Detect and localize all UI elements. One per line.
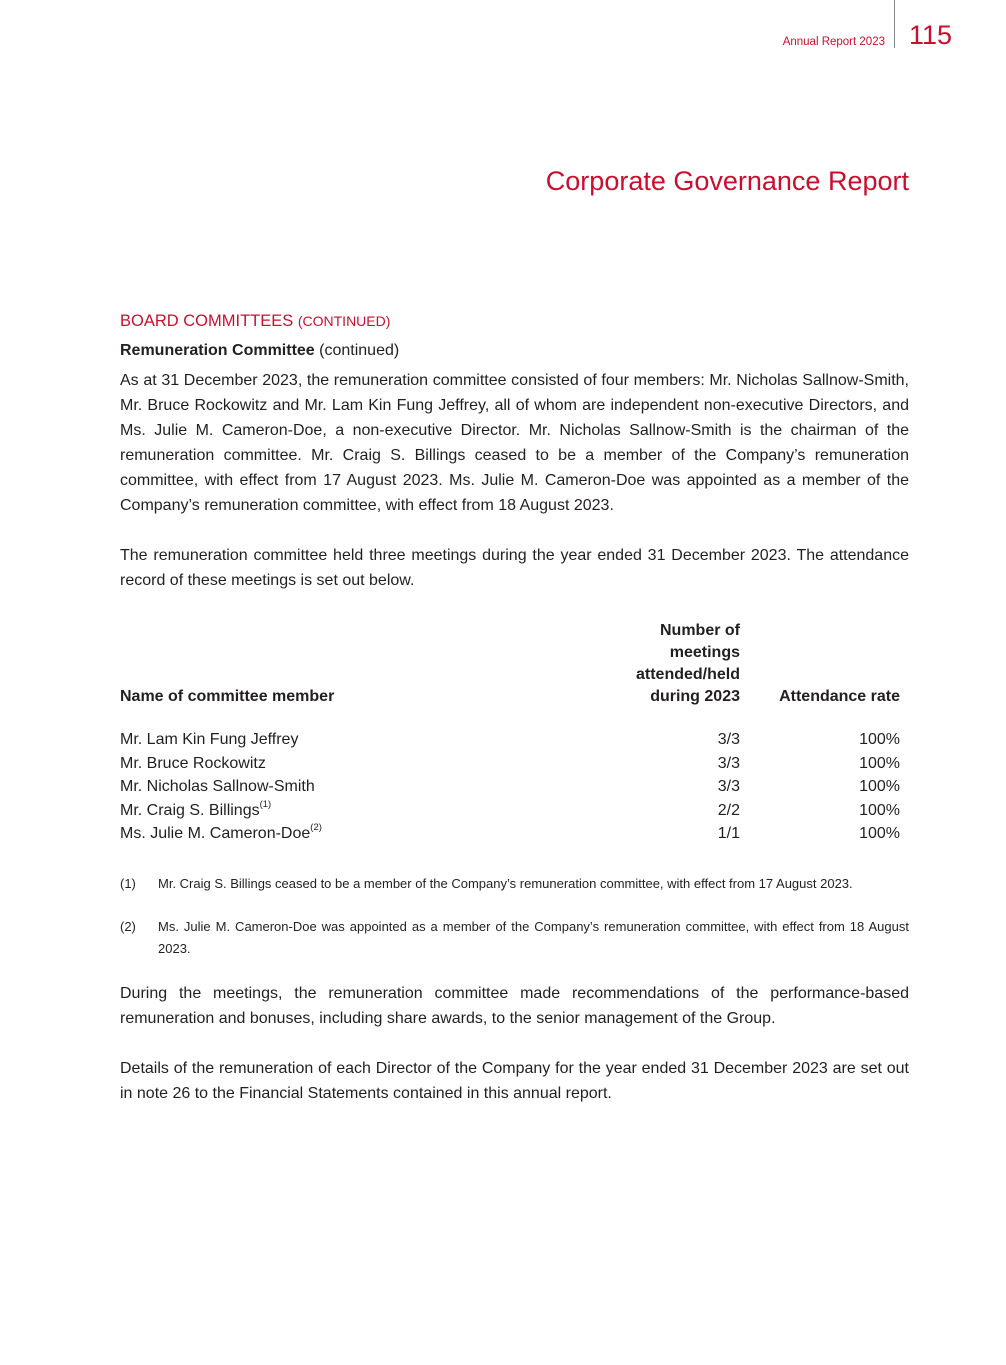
footnote-text: Ms. Julie M. Cameron-Doe was appointed as a member of the Company’s remuneration committee, with effect from 18 August 2023. [158,918,909,956]
section-heading-text: BOARD COMMITTEES [120,312,294,330]
member-name: Mr. Lam Kin Fung Jeffrey [120,731,299,748]
rate-cell: 100% [859,825,900,842]
header-meetings-line2: meetings [669,644,740,661]
member-name-cell [120,799,600,823]
page-number: 115 [909,20,953,50]
member-name: Mr. Nicholas Sallnow-Smith [120,778,315,795]
meetings-cell: 3/3 [717,778,740,795]
member-name-cell [120,775,600,799]
member-name: Ms. Julie M. Cameron-Doe [120,825,311,842]
member-name-cell [120,822,600,846]
header-meetings-line3: attended/held [635,666,740,683]
paragraph-committee-composition: As at 31 December 2023, the remuneration committee consisted of four members: Mr. Nicholas Sallnow-Smith, Mr. Bruce Rockowitz and Mr. Lam Kin Fung Jeffrey, all of whom are independent non-executive Directors, and Ms. Julie M. Cameron-Doe, a non-executive Director. Mr. Nicholas Sallnow-Smith is the chairman of the remuneration committee. Mr. Craig S. Billings ceased to be a member of the Company’s remuneration committee, with effect from 17 August 2023. Ms. Julie M. Cameron-Doe was appointed as a member of the Company’s remuneration committee, with effect from 18 August 2023. [120,372,909,514]
footnote-ref: (2) [310,822,322,833]
meetings-cell: 1/1 [717,825,740,842]
member-name: Mr. Craig S. Billings [120,801,260,819]
table-row [120,799,900,823]
section-heading-suffix: (CONTINUED) [297,313,391,329]
footnote-mark: (2) [120,918,136,934]
header-attendance-rate: Attendance rate [779,688,900,705]
table-row [120,775,900,799]
sub-heading-suffix: (continued) [319,342,400,359]
meetings-cell: 3/3 [717,754,740,772]
header-name: Name of committee member [120,688,335,705]
rate-cell: 100% [859,731,900,748]
member-name-cell [120,728,600,752]
page-title: Corporate Governance Report [545,166,909,196]
rate-cell: 100% [859,754,900,772]
main-content [120,310,909,1106]
table-row [120,822,900,846]
footnote-item [120,873,909,895]
header-meetings [600,620,740,708]
report-label: Annual Report 2023 [782,36,885,48]
table-header-row [120,620,900,708]
paragraph-recommendations: During the meetings, the remuneration committee made recommendations of the performance-based remuneration and bonuses, including share awards, to the senior management of the Group. [120,984,909,1027]
rate-cell: 100% [859,801,900,819]
header-divider [894,0,895,48]
table-row [120,752,900,776]
footnote-mark: (1) [120,875,136,891]
meetings-cell: 2/2 [717,801,740,819]
paragraph-meetings-held: The remuneration committee held three meetings during the year ended 31 December 2023. The attendance record of these meetings is set out below. [120,547,909,589]
table-spacer [120,708,900,728]
sub-heading-bold: Remuneration Committee [120,342,315,359]
paragraph-remuneration-details: Details of the remuneration of each Director of the Company for the year ended 31 December 2023 are set out in note 26 to the Financial Statements contained in this annual report. [120,1059,909,1102]
footnote-ref: (1) [259,798,272,810]
meetings-cell: 3/3 [717,731,740,748]
section-heading [120,310,909,332]
member-name-cell [120,752,600,776]
rate-cell: 100% [859,778,900,795]
table-row [120,728,900,752]
sub-heading [120,340,909,362]
footnotes [120,873,909,960]
header-meetings-line1: Number of [660,622,740,639]
header-meetings-line4: during 2023 [650,688,740,705]
member-name: Mr. Bruce Rockowitz [120,754,266,772]
attendance-table [120,620,900,846]
footnote-item [120,916,909,960]
footnote-text: Mr. Craig S. Billings ceased to be a member of the Company’s remuneration committee, with effect from 17 August 2023. [158,875,853,891]
